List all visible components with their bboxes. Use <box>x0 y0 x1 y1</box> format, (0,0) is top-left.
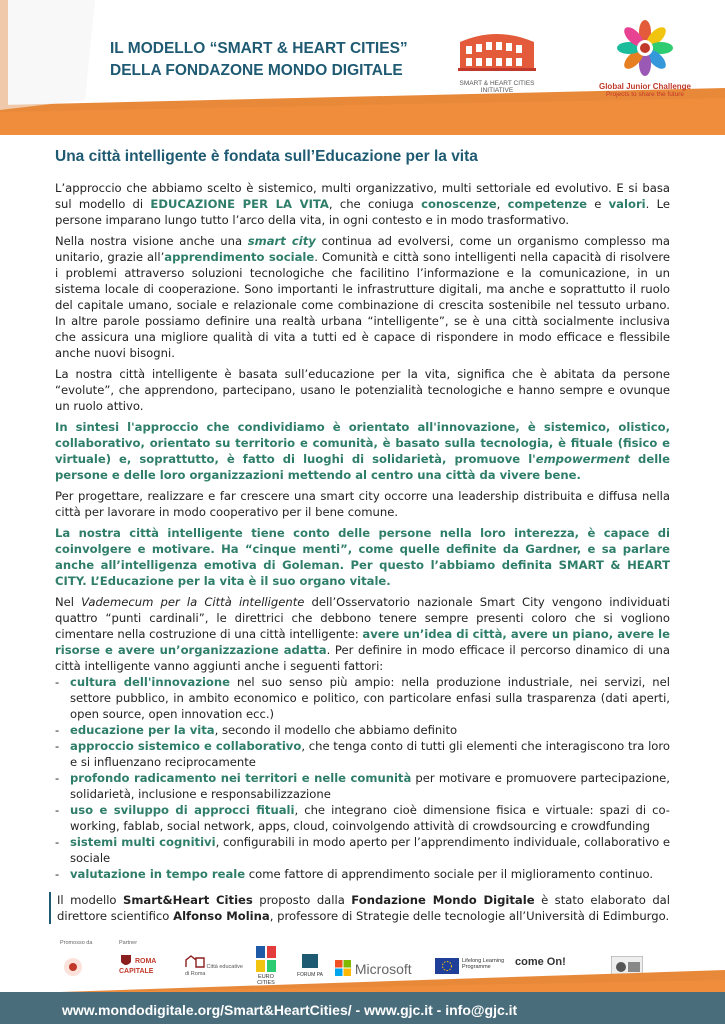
credits-paragraph: Il modello Smart&Heart Cities proposto dalla Fondazione Mondo Digitale è stato elaborato dal direttore scientifico Alfonso Molina, professore di Strategie delle tecnologie all’Università di Edimburgo. <box>49 892 670 924</box>
factors-list <box>55 674 670 882</box>
list-item: - sistemi multi cognitivi, configurabili in modo aperto per l’apprendimento individuale, collaborativo e sociale <box>55 835 671 865</box>
flower-logo-icon <box>615 20 675 78</box>
roma-capitale-logo: ROMA CAPITALE <box>119 954 169 976</box>
paragraph-city: La nostra città intelligente è basata sull’educazione per la vita, significa che è abitata da persone “evolute”, che apprendono, partecipano, usano le potenzialità tecnologiche e hanno sempre e ovunque un ruolo attivo. <box>55 367 670 413</box>
header-title: IL MODELLO “SMART & HEART CITIES” DELLA FONDAZONE MONDO DIGITALE <box>110 40 408 79</box>
microsoft-logo: Microsoft <box>335 960 412 977</box>
list-item: - approccio sistemico e collaborativo, che tenga conto di tutti gli elementi che interagiscono tra loro e si influenzano reciprocamente <box>55 739 670 769</box>
citta-educative-logo: Città educative di Roma <box>185 954 247 978</box>
footer-links[interactable]: www.mondodigitale.org/Smart&HeartCities/ - www.gjc.it - info@gjc.it <box>62 1002 518 1018</box>
promoted-by-label: Promosso da <box>60 940 93 946</box>
page-heading: Una città intelligente è fondata sull’Educazione per la vita <box>55 148 478 165</box>
list-item: - uso e sviluppo di approcci fituali, che integrano cioè dimensione fisica e virtuale: spazi di co-working, fablab, social network, apps, cloud, coinvolgendo attività di crowdsourcing e crowdfunding <box>55 803 670 833</box>
comeon-logo: come On! <box>515 956 566 968</box>
footer-decoration <box>0 968 725 994</box>
paragraph-leadership: Per progettare, realizzare e far crescere una smart city occorre una leadership distribuita e diffusa nella città per lavorare in modo cooperativo per il bene comune. <box>55 489 670 519</box>
shc-logo-text: SMART & HEART CITIES <box>459 80 535 87</box>
list-item: - cultura dell'innovazione nel suo senso più ampio: nella produzione industriale, nei servizi, nel settore pubblico, in ambito economico e politico, con particolare enfasi sulla trasparenza (dati aperti, open source, open innovation ecc.) <box>55 675 670 721</box>
paragraph-vademecum: Nel Vademecum per la Città intelligente dell’Osservatorio nazionale Smart City vengono individuati quattro “punti cardinali”, le direttrici che debbono tenere sempre presenti coloro che si vogliono cimentare nella costruzione di una città intelligente: avere un’idea di città, avere un piano, avere le risorse e avere un’organizzazione adatta. Per definire in modo efficace il percorso dinamico di una città intelligente vanno aggiunti anche i seguenti fattori: <box>55 595 671 673</box>
gjc-logo-text: Global Junior Challenge <box>598 82 691 91</box>
gjc-logo-subtext: Projects to share the future <box>605 91 685 98</box>
colosseum-icon <box>452 28 542 76</box>
eurocities-logo: EURO CITIES <box>253 946 279 986</box>
lifelong-learning-logo: Lifelong Learning Programme <box>435 958 505 974</box>
roma-crest-icon <box>119 954 133 968</box>
page-header <box>0 0 725 135</box>
list-item: - profondo radicamento nei territori e nelle comunità per motivare e promuovere partecipazione, solidarietà, inclusione e responsabilizzazione <box>55 771 670 801</box>
citta-educative-icon <box>185 954 205 968</box>
paragraph-vision: Nella nostra visione anche una smart city continua ad evolversi, come un organismo complesso ma unitario, grazie all’apprendimento sociale. Comunità e città sono intelligenti nella capacità di risolvere i problemi attraverso soluzioni tecnologiche che facilitino l’informazione e la comunicazione, in un sistema locale di cooperazione. Sono importanti le infrastrutture digitali, ma anche e soprattutto il ruolo del capitale umano, sociale e relazionale come combinazione di crescita sostenibile nel tessuto urbano. In altre parole possiamo definire una realtà urbana “intelligente”, se è una città socialmente inclusiva che assicura una migliore qualità di vita a tutti ed è capace di rispondere in modo efficace e flessibile anche nuovi bisogni. <box>55 234 670 360</box>
paragraph-approach: L’approccio che abbiamo scelto è sistemico, multi organizzativo, multi settoriale ed evolutivo. E si basa sul modello di EDUCAZIONE PER LA VITA, che coniuga conoscenze, competenze e valori. Le persone imparano lungo tutto l’arco della vita, in ogni contesto e in modo trasformativo. <box>55 181 670 227</box>
forum-pa-logo: FORUM PA <box>295 952 325 978</box>
global-junior-challenge-logo <box>593 20 697 100</box>
main-content <box>55 148 670 929</box>
paragraph-smart-heart: La nostra città intelligente tiene conto delle persone nella loro interezza, è capace di coinvolgere e motivare. Ha “cinque menti”, come quelle definite da Gardner, e sa parlare anche all’intelligenza emotiva di Goleman. Per questo l’abbiamo definita SMART & HEART CITY. L’Educazione per la vita è il suo organo vitale. <box>55 526 670 588</box>
list-item: - educazione per la vita, secondo il modello che abbiamo definito <box>55 723 458 737</box>
partner-label: Partner <box>119 940 138 946</box>
paragraph-synthesis: In sintesi l'approccio che condividiamo è orientato all'innovazione, è sistemico, olistico, collaborativo, orientato su territorio e comunità, è basato sulla tecnologia, è fituale (fisico e virtuale) e, soprattutto, è fatto di luoghi di solidarietà, promuove l'empowerment delle persone e delle loro organizzazioni mettendo al centro una città da vivere bene. <box>55 420 670 482</box>
list-item: - valutazione in tempo reale come fattore di apprendimento sociale per il miglioramento continuo. <box>55 867 654 881</box>
smart-heart-cities-logo <box>452 28 542 98</box>
shc-logo-subtext: INITIATIVE <box>480 87 514 94</box>
